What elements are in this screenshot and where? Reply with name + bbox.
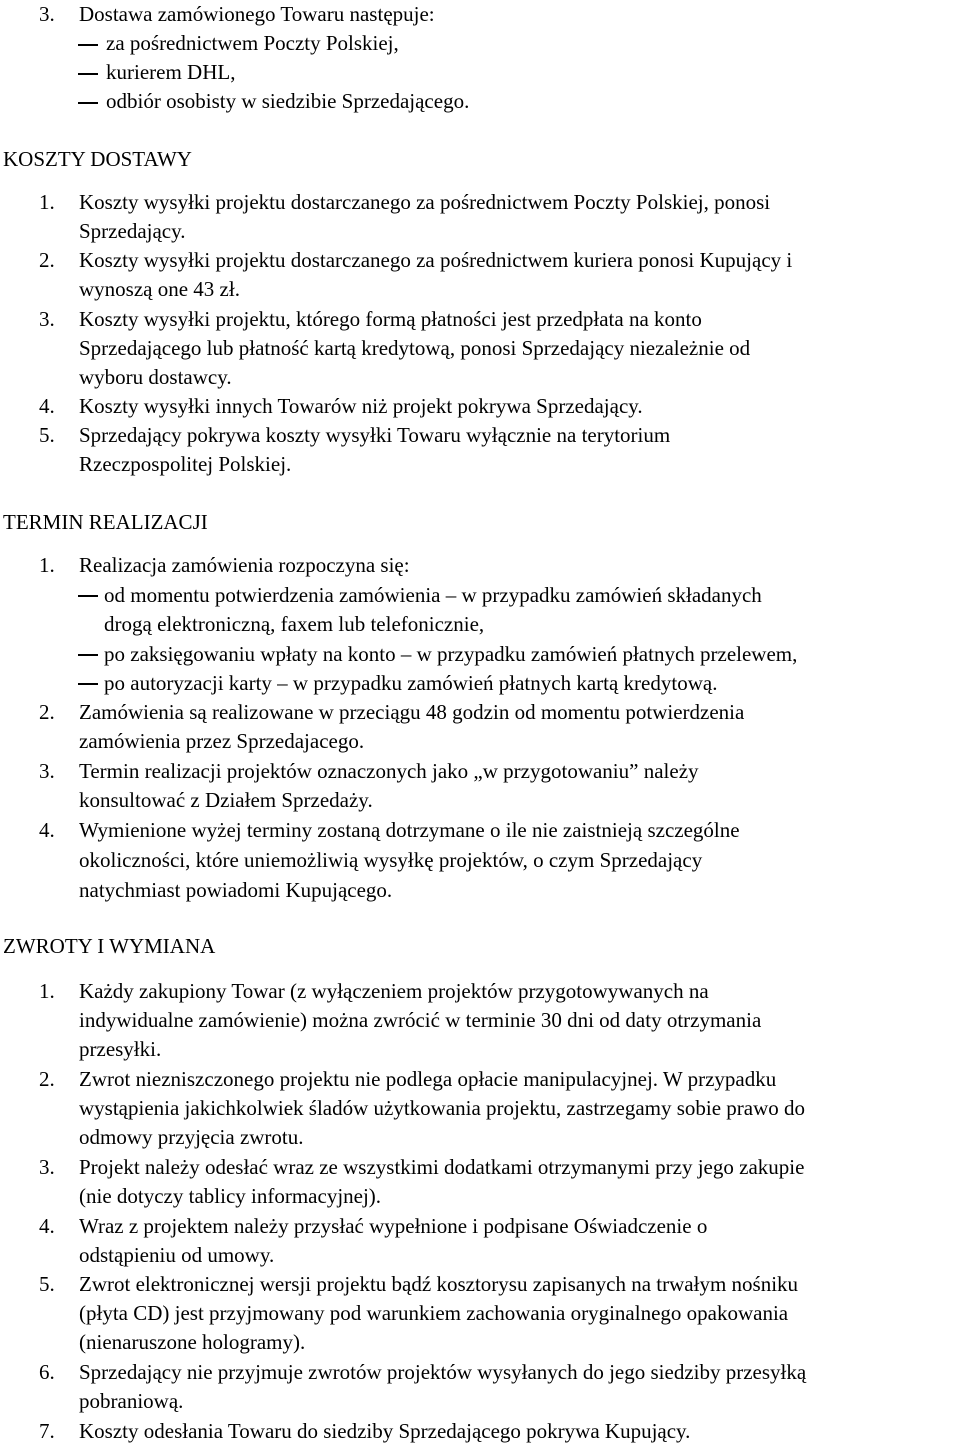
- list-number: 3.: [39, 2, 55, 26]
- list-item-text: (płyta CD) jest przyjmowany pod warunkiem zachowania oryginalnego opakowania: [79, 1301, 789, 1325]
- list-item-text: (nie dotyczy tablicy informacyjnej).: [79, 1184, 382, 1208]
- dash-bullet: [78, 595, 98, 597]
- list-number: 2.: [39, 700, 55, 724]
- list-item-text: Zwrot niezniszczonego projektu nie podlega opłacie manipulacyjnej. W przypadku: [79, 1067, 777, 1091]
- list-number: 1.: [39, 190, 55, 214]
- list-item-text: Rzeczpospolitej Polskiej.: [79, 452, 292, 476]
- list-number: 4.: [39, 1214, 55, 1238]
- option-text: kurierem DHL,: [106, 60, 236, 84]
- list-item-text: Sprzedający nie przyjmuje zwrotów projektów wysyłanych do jego siedziby przesyłką: [79, 1360, 807, 1384]
- list-item-text: odstąpieniu od umowy.: [79, 1243, 275, 1267]
- list-number: 1.: [39, 553, 55, 577]
- list-item-text: Zwrot elektronicznej wersji projektu bądź kosztorysu zapisanych na trwałym nośniku: [79, 1272, 799, 1296]
- list-number: 2.: [39, 1067, 55, 1091]
- list-number: 6.: [39, 1360, 55, 1384]
- list-item-text: natychmiast powiadomi Kupującego.: [79, 878, 393, 902]
- list-number: 4.: [39, 818, 55, 842]
- option-text: odbiór osobisty w siedzibie Sprzedającego.: [106, 89, 470, 113]
- list-number: 5.: [39, 423, 55, 447]
- list-item-text: (nienaruszone hologramy).: [79, 1330, 306, 1354]
- list-item-text: Realizacja zamówienia rozpoczyna się:: [79, 553, 410, 577]
- list-number: 1.: [39, 979, 55, 1003]
- list-item-text: zamówienia przez Sprzedajacego.: [79, 729, 365, 753]
- option-text: po zaksięgowaniu wpłaty na konto – w przypadku zamówień płatnych przelewem,: [104, 642, 798, 666]
- dash-bullet: [78, 73, 98, 75]
- list-number: 7.: [39, 1419, 55, 1443]
- list-item-text: wystąpienia jakichkolwiek śladów użytkowania projektu, zastrzegamy sobie prawo do: [79, 1096, 806, 1120]
- list-item-text: Każdy zakupiony Towar (z wyłączeniem projektów przygotowywanych na: [79, 979, 709, 1003]
- option-text: od momentu potwierdzenia zamówienia – w przypadku zamówień składanych: [104, 583, 762, 607]
- list-item-text: przesyłki.: [79, 1037, 162, 1061]
- list-item-text: Projekt należy odesłać wraz ze wszystkimi dodatkami otrzymanymi przy jego zakupie: [79, 1155, 805, 1179]
- dash-bullet: [78, 683, 98, 685]
- list-item-text: okoliczności, które uniemożliwią wysyłkę projektów, o czym Sprzedający: [79, 848, 703, 872]
- list-item-text: Koszty wysyłki projektu, którego formą płatności jest przedpłata na konto: [79, 307, 702, 331]
- list-item-text: pobraniową.: [79, 1389, 184, 1413]
- section-heading-shipping-costs: KOSZTY DOSTAWY: [3, 147, 192, 171]
- section-heading-returns: ZWROTY I WYMIANA: [3, 934, 216, 958]
- list-item-text: Wymienione wyżej terminy zostaną dotrzymane o ile nie zaistnieją szczególne: [79, 818, 740, 842]
- list-item-text: Koszty wysyłki innych Towarów niż projekt pokrywa Sprzedający.: [79, 394, 643, 418]
- list-item-text: Sprzedającego lub płatność kartą kredytową, ponosi Sprzedający niezależnie od: [79, 336, 751, 360]
- list-item-text: Sprzedający pokrywa koszty wysyłki Towaru wyłącznie na terytorium: [79, 423, 671, 447]
- list-number: 2.: [39, 248, 55, 272]
- list-item-text: indywidualne zamówienie) można zwrócić w terminie 30 dni od daty otrzymania: [79, 1008, 762, 1032]
- list-item-text: Zamówienia są realizowane w przeciągu 48 godzin od momentu potwierdzenia: [79, 700, 745, 724]
- list-item-text: Dostawa zamówionego Towaru następuje:: [79, 2, 435, 26]
- list-number: 4.: [39, 394, 55, 418]
- list-item-text: Sprzedający.: [79, 219, 186, 243]
- dash-bullet: [78, 102, 98, 104]
- option-text: za pośrednictwem Poczty Polskiej,: [106, 31, 399, 55]
- list-number: 5.: [39, 1272, 55, 1296]
- option-text: drogą elektroniczną, faxem lub telefonicznie,: [104, 612, 485, 636]
- list-item-text: Wraz z projektem należy przysłać wypełnione i podpisane Oświadczenie o: [79, 1214, 708, 1238]
- section-heading-fulfillment: TERMIN REALIZACJI: [3, 510, 208, 534]
- list-item-text: wyboru dostawcy.: [79, 365, 232, 389]
- option-text: po autoryzacji karty – w przypadku zamówień płatnych kartą kredytową.: [104, 671, 718, 695]
- list-item-text: Koszty wysyłki projektu dostarczanego za pośrednictwem Poczty Polskiej, ponosi: [79, 190, 771, 214]
- list-item-text: wynoszą one 43 zł.: [79, 277, 240, 301]
- list-item-text: Termin realizacji projektów oznaczonych jako „w przygotowaniu” należy: [79, 759, 699, 783]
- dash-bullet: [78, 44, 98, 46]
- dash-bullet: [78, 654, 98, 656]
- list-item-text: Koszty odesłania Towaru do siedziby Sprzedającego pokrywa Kupujący.: [79, 1419, 691, 1443]
- list-number: 3.: [39, 759, 55, 783]
- list-number: 3.: [39, 1155, 55, 1179]
- list-item-text: konsultować z Działem Sprzedaży.: [79, 788, 373, 812]
- list-item-text: odmowy przyjęcia zwrotu.: [79, 1125, 304, 1149]
- list-number: 3.: [39, 307, 55, 331]
- list-item-text: Koszty wysyłki projektu dostarczanego za pośrednictwem kuriera ponosi Kupujący i: [79, 248, 793, 272]
